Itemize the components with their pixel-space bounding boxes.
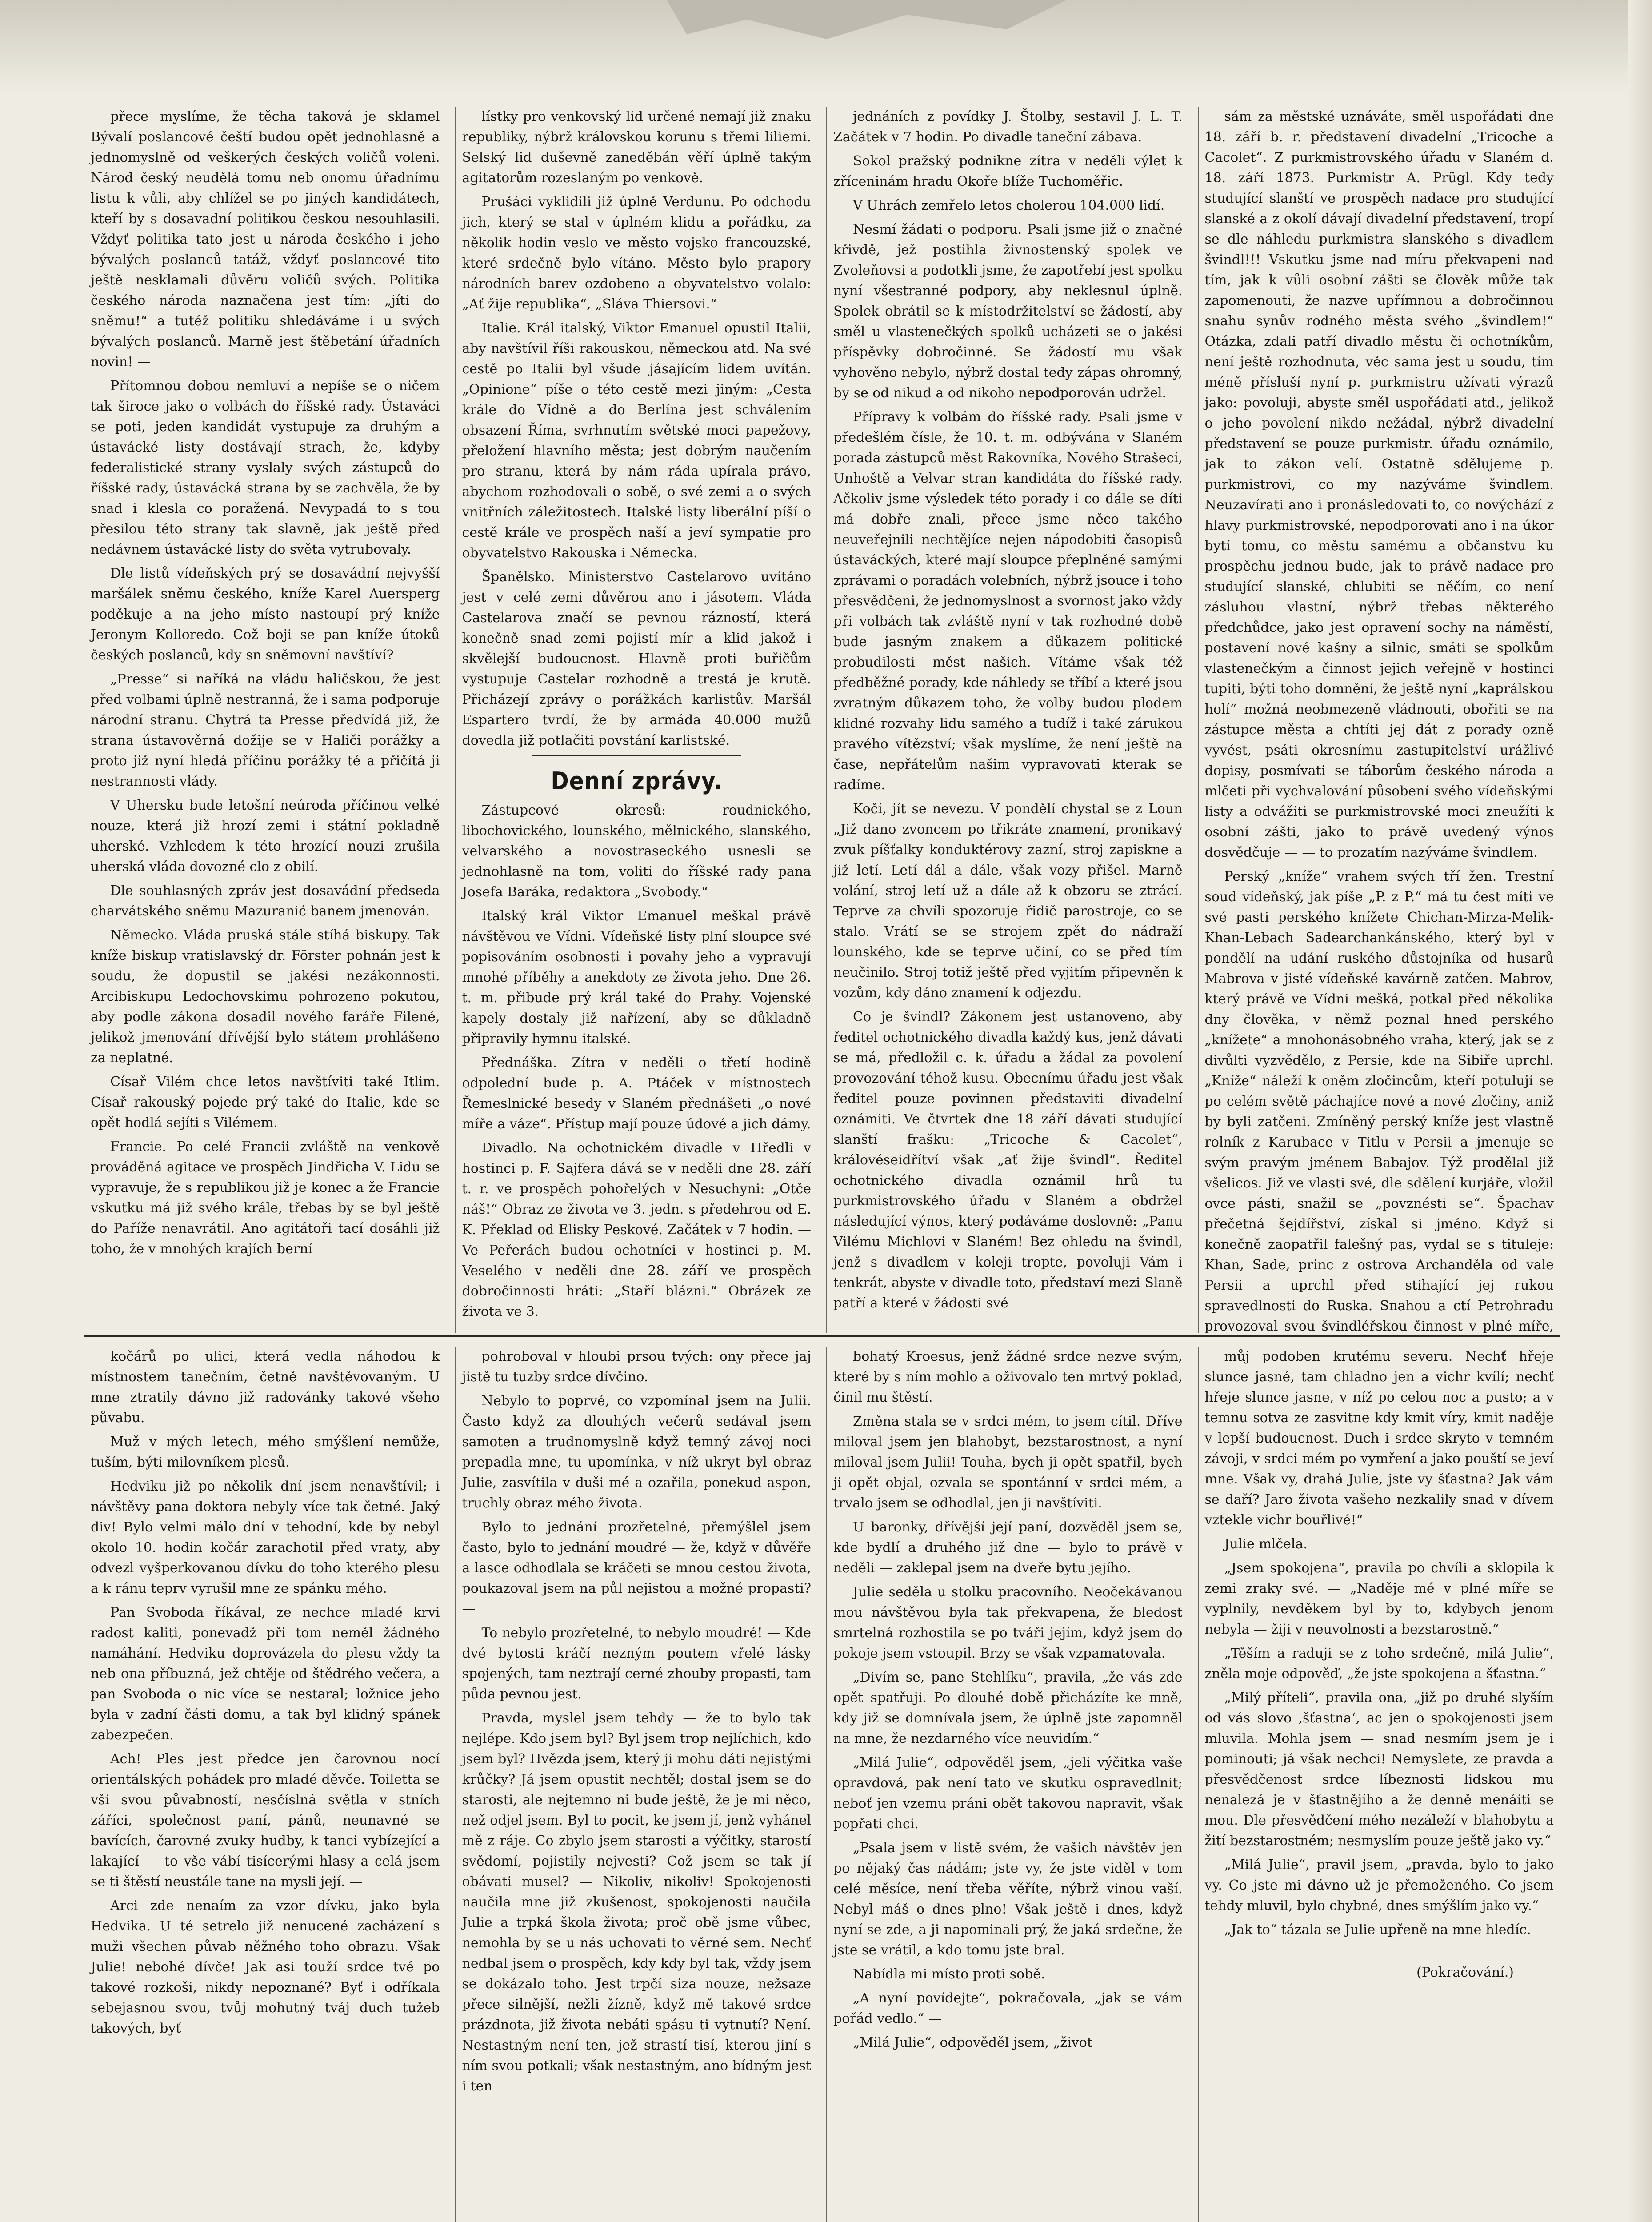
paragraph: Italský král Viktor Emanuel meškal právě návštěvou ve Vídni. Vídeňské listy plní sloupce své popisováním osobnosti i povahy jeho a vypravují mnohé příběhy a anekdoty ze života jeho. Dne 26. t. m. přibude prý král také do Prahy. Vojenské kapely dostaly již nařízení, aby se důkladně připravily hymnu italské. xyxy=(462,908,811,1047)
lower-column-3 xyxy=(826,1347,1189,2222)
paragraph: V Uhrách zemřelo letos cholerou 104.000 lidí. xyxy=(853,198,1165,213)
paragraph: To nebylo prozřetelné, to nebylo moudré! — Kde dvé bytosti kráčí nezným poutem vřelé lásky spojených, tam neztrají cerné zhouby propasti, tam půda pevnou jest. xyxy=(462,1625,811,1702)
continued-note: (Pokračování.) xyxy=(1416,1965,1514,1980)
paragraph: Nebylo to poprvé, co vzpomínal jsem na Julii. Často když za dlouhých večerů sedával jsem samoten a trudnomyslně když temný závoj noci prepadla mne, tu upomínka, v níž ukryt byl obraz Julie, zasvítila v duši mé a ozařila, ponekud aspon, truchly obraz mého života. xyxy=(462,1393,811,1511)
paper-tear xyxy=(667,0,1067,49)
paragraph: jednáních z povídky J. Štolby, sestavil J. L. T. Začátek v 7 hodin. Po divadle taneční zábava. xyxy=(833,109,1183,145)
heading-rule xyxy=(532,755,741,756)
paragraph: „A nyní povídejte“, pokračovala, „jak se vám pořád vedlo.“ — xyxy=(833,1990,1183,2026)
feuilleton-section xyxy=(84,1347,1560,2222)
paragraph: Přípravy k volbám do říšské rady. Psali jsme v předešlém čísle, že 10. t. m. odbývána v Slaném porada zástupců měst Rakovníka, Nového Strašecí, Unhoště a Velvar stran kandidáta do říšské rady. Ačkoliv jsme výsledek této porady i co dále se díti má dobře znali, přece jsme něco takého neuveřejnili nechtějíce nejen nápodobiti časopisů ústaváckých, které mají sloupce přeplněné samými zprávami o poradách volebních, nýbrž jsouce i toho přesvědčeni, že jednomyslnost a svornost jako vždy při volbách tak zvláště nyní v tak rozhodné době bude jasným znakem a důkazem politické probudilosti měst našich. Vítáme však též předběžné porady, kde náhledy se tříbí a které jsou zvratným důkazem toho, že volby budou plodem klidné rozvahy lidu samého a tudíž i také zárukou pravého vítězství; však myslíme, že není ještě na čase, nepřátelům našim vypravovati kterak se radíme. xyxy=(833,409,1183,793)
torn-top-edge xyxy=(0,0,1652,93)
paragraph: můj podoben krutému severu. Nechť hřeje slunce jasné, tam chladno jen a vichr kvílí; nechť hřeje slunce jasne, v níž po celou noc a pusto; a v temnu sotva ze zasvitne kdy kmit víry, kmit naděje v lepší budoucnost. Duch i srdce skryto v temném závoji, v srdci mém po vymření a jako pouští se jeví mne. Však vy, drahá Julie, jste vy šťastna? Jak vám se daří? Jaro života vašeho nezkalily snad v dívem vztekle vichr bouřlivé!“ xyxy=(1204,1349,1554,1528)
paragraph: „Těším a raduji se z toho srdečně, milá Julie“, zněla moje odpověď, „že jste spokojena a šťastna.“ xyxy=(1204,1646,1554,1682)
paragraph: bohatý Kroesus, jenž žádné srdce nezve svým, které by s ním mohlo a oživovalo ten mrtvý poklad, činil mu štěstí. xyxy=(833,1349,1183,1405)
paragraph: Změna stala se v srdci mém, to jsem cítil. Dříve miloval jsem jen blahobyt, bezstarostnost, a nyní miloval jsem Julii! Touha, bych ji opět spatřil, bych ji opět objal, ozvala se spontánní v srdci mém, a trvalo jsem se odhodlal, jen ji navštíviti. xyxy=(833,1414,1183,1511)
upper-column-4 xyxy=(1198,107,1560,1333)
paragraph: Divadlo. Na ochotnickém divadle v Hředli v hostinci p. F. Sajfera dává se v neděli dne 28. září t. r. ve prospěch pohořelých v Nesuchyni: „Otče náš!“ Obraz ze života ve 3. jedn. s předehrou od E. K. Překlad od Elisky Peskové. Začátek v 7 hodin. — Ve Peřerách budou ochotníci v hostinci p. M. Veselého v neděli dne 28. září ve prospěch dobročinnosti hráti: „Staří blázni.“ Obrázek ze života ve 3. xyxy=(462,1140,811,1319)
lower-column-2 xyxy=(455,1347,818,2222)
paragraph: Španělsko. Ministerstvo Castelarovo uvítáno jest v celé zemi důvěrou ano i jásotem. Vláda Castelarova značí se pevnou rázností, která konečně snad zemi pojistí mír a klid jakož i skvělejší budoucnost. Hlavně proti buřičům vystupuje Castelar rozhodně a trestá je krutě. Přicházejí zprávy o porážkách karlistův. Maršál Espartero tvrdí, že by armáda 40.000 mužů dovedla již potlačiti povstání karlistské. xyxy=(462,569,811,748)
paragraph: Julie mlčela. xyxy=(1224,1536,1308,1552)
paragraph: V Uhersku bude letošní neúroda příčinou velké nouze, která již hrozí zemi i státní pokladně uherské. Vzhledem k této hrozící nouzi zrušila uherská vláda dovozné clo z obilí. xyxy=(91,798,440,875)
paragraph: sám za městské uznáváte, směl uspořádati dne 18. září b. r. představení divadelní „Tricoche a Cacolet“. Z purkmistrovského úřadu v Slaném d. 18. září 1873. Purkmistr A. Prügl. Kdy tedy studující slanští ve prospěch nadace pro studující slanské a z okolí dávají divadelní představení, tropí se dle náhledu purkmistra slanského s divadlem švindl!!! Vskutku jsme nad míru překvapeni nad tím, jak k vůli osobní zášti se člověk může tak zapomenouti, že nazve upřímnou a dobročinnou snahu synův rodného města svého „švindlem!“ Otázka, zdali patří divadlo městu či ochotníkům, není ještě rozhodnuta, věc sama jest u soudu, tím méně přísluší nyní p. purkmistru užívati výrazů jako: povoluji, abyste směl uspořádati atd., jelikož o jeho povolení nikdo nežádal, nýbrž divadelní představení se pouze purkmistr. úřadu oznámilo, jak to zákon velí. Ostatně sdělujeme p. purkmistrovi, co my nazýváme švindlem. Neuzavírati ano i pronásledovati to, co novýchází z hlavy purkmistrovské, nepodporovati ano i na úkor bytí tomu, co městu samému a občanstvu ku prospěchu jednou bude, jak to právě nadace pro studující slanské, chlubiti se něčím, co není zásluhou vlastní, nýbrž třebas některého předchůdce, jako jest opravení sochy na náměstí, postavení nové kašny a silnic, smáti se spolkům vlastenečkým a činnost jejich veřejně v hostinci tupiti, býti toho domnění, že ještě nyní „kaprálskou holí“ možná neobmezeně vládnouti, obořiti se na zástupce města a chtíti jej dát z porady ozně vyvést, psáti okresnímu zastupitelství urážlivé dopisy, posmívati se táborům českého národa a mlčeti při vychvalování působení svého vídeňskými listy a odvážiti se purkmistrovské moci zneužíti k osobní zášti, jako to právě uvedený výnos dosvědčuje — — to prozatím nazýváme švindlem. xyxy=(1204,109,1554,860)
paragraph: Německo. Vláda pruská stále stíhá biskupy. Tak kníže biskup vratislavský dr. Förster pohnán jest k soudu, že dopustil se jakési nezákonnosti. Arcibiskupu Ledochovskimu pohrozeno pokutou, aby podle zákona dosadil nového faráře Filené, jelikož jmenování dřívější bylo státem prohlášeno za neplatné. xyxy=(91,927,440,1066)
paragraph: „Psala jsem v listě svém, že vašich návštěv jen po nějaký čas nádám; jste vy, že jste viděl v tom celé měsíce, není třeba věříte, nýbrž vinou vaší. Nebyl máš o dnes plno! Však ještě i dnes, když nyní se zde, a ji napominali prý, že jaká srdečne, že jste se vrátil, a kdo tomu jste bral. xyxy=(833,1840,1183,1958)
section-heading: Denní zprávy. xyxy=(551,767,723,795)
paragraph: Kočí, jít se nevezu. V pondělí chystal se z Loun „Již dano zvoncem po třikráte znamení, pronikavý zvuk píšťalky konduktérovy zazní, stroj zapiskne a již letí. Letí dál a dále, však vozy přišel. Marně volání, stroj letí už a dále až k obzoru se ztrácí. Teprve za chvíli spozoruje řidič parostroje, co se stalo. Vrátí se se strojem zpět do nádraží lounského, kde se teprve učiní, co se před tím neučinilo. Stroj totiž ještě před vyjitím připevněn k vozům, kdy dáno znamení k odjezdu. xyxy=(833,801,1183,1001)
paragraph: Bylo to jednání prozřetelné, přemýšlel jsem často, bylo to jednání moudré — že, když v důvěře a lasce odhodlala se kráčeti se mnou cestou života, poukazoval jsem na půl nejistou a možné propasti? — xyxy=(462,1519,811,1617)
paragraph: „Jsem spokojena“, pravila po chvíli a sklopila k zemi zraky své. — „Naděje mé v plné míře se vyplnily, nevděkem byl by to, kdybych jenom nebyla — žiji v neuvolnosti a bezstarostně.“ xyxy=(1204,1560,1554,1637)
paragraph: Muž v mých letech, mého smýšlení nemůže, tuším, býti milovníkem plesů. xyxy=(91,1434,440,1470)
paragraph: „Milá Julie“, pravil jsem, „pravda, bylo to jako vy. Co jste mi dávno už je přemoženého. Co jsem tehdy mluvil, bylo chybné, dnes smýšlím jako vy.“ xyxy=(1204,1857,1554,1914)
paragraph: „Milá Julie“, odpověděl jsem, „jeli výčitka vaše opravdová, pak není tato ve skutku ospravedlnit; neboť jen vzemu práni obět takovou napravit, však popřati chci. xyxy=(833,1755,1183,1832)
paragraph: Zástupcové okresů: roudnického, libochovického, lounského, mělnického, slanského, velvarského a novostraseckého usnesli se jednohlasně na tom, voliti do říšské rady pana Josefa Baráka, redaktora „Svobody.“ xyxy=(462,803,811,900)
paragraph: „Presse“ si naříká na vládu haličskou, že jest před volbami úplně nestranná, že i sama podporuje národní stranu. Chytrá ta Presse předvídá již, že strana ústavověrná dožije se v Haliči porážky a proto již nyní hledá příčinu porážky té a přičítá ji nestrannosti vlády. xyxy=(91,671,440,789)
paragraph: kočárů po ulici, která vedla náhodou k místnostem tanečním, četně navštěvovaným. U mne ztratily dávno již radovánky takové všeho půvabu. xyxy=(91,1349,440,1426)
paragraph: Přítomnou dobou nemluví a nepíše se o ničem tak široce jako o volbách do říšské rady. Ústaváci se poti, jeden kandidát vystupuje za druhým a ústavácké listy dostávají strach, že, kdyby federalistické strany vyslaly svých zástupců do říšské rady, ústavácká strana by se zachvěla, že by snad i klesla co poražená. Nevypadá to s tou přesilou této strany tak slavně, jak ještě před nedávnem ústavácké listy do světa vytrubovaly. xyxy=(91,378,440,557)
paragraph: Perský „kníže“ vrahem svých tří žen. Trestní soud vídeňský, jak píše „P. z P.“ má tu čest míti ve své pasti perského knížete Chichan-Mirza-Melik-Khan-Lebach Sadearchankánského, který byl v pondělí na udání ruského důstojníka od husarů Mabrova v jisté vídeňské kavárně zatčen. Mabrov, který právě ve Vídni mešká, potkal před několika dny člověka, v němž poznal hned perského „knížete“ a mnohonásobného vraha, který, jak se z divůlti vyzvědělo, z Persie, kde na Sibiře uprchl. „Kníže“ náleží k oněm zločincům, kteří potulují se po celém světě páchajíce nové a nové zločiny, aniž by byli zatčeni. Zmíněný perský kníže jest vlastně rolník z Karubace v Titlu v Persii a jmenuje se svým pravým jménem Babajov. Týž prodělal již všelicos. Již ve vlasti své, dle sdělení kurjáře, vložil ovce pásti, snažil se „povznésti se“. Špachav přečetná šejdířství, získal si jméno. Když si konečně zaopatřil falešný pas, vydal se s tituleje: Khan, Sade, princ z ostrova Archanděla od vale Persii a uprchl před stihající jej rukou spravedlnosti do Ruska. Snahou a ctí Petrohradu provozoval svou švindléřskou činnost v plné míře, xyxy=(1204,869,1554,1333)
paragraph: Pan Svoboda říkával, ze nechce mladé krvi radost kaliti, ponevadž při tom neměl žádného namáhání. Hedviku doprovázela do plesu vždy ta neb ona příbuzná, jež chtěje od štědrého večera, a pan Svoboda o nic více se nestaral; ložnice jeho byla v zadní části domu, a tak byl klidný spánek zabezpečen. xyxy=(91,1605,440,1743)
upper-column-3 xyxy=(826,107,1189,1333)
paragraph: Co je švindl? Zákonem jest ustanoveno, aby ředitel ochotnického divadla každý kus, jenž dávati se má, předložil c. k. úřadu a žádal za povolení provozování téhož kusu. Obecnímu úřadu jest však ředitel pouze povinnen představiti divadelní oznámiti. Ve čtvrtek dne 18 září dávati studující slanští frašku: „Tricoche & Cacolet“, královéseidřítví však „ať žije švindl“. Ředitel ochotnického divadla oznámil hrů tu purkmistrovského úřadu v Slaném a obdržel následující výnos, který podáváme doslovně: „Panu Vilému Michlovi v Slaném! Bez ohledu na švindl, jenž s divadlem v koleji tropte, povoluji Vám i tenkrát, abyste v divadle toto, představí mezi Slaně patří a které v žádosti své xyxy=(833,1009,1183,1311)
upper-column-1 xyxy=(84,107,446,1333)
paragraph: Nesmí žádati o podporu. Psali jsme již o značné křivdě, jež postihla živnostenský spolek ve Zvoleňovsi a podotkli jsme, že zapotřebí jest spolku nyní všestranné podpory, aby neklesnul úplně. Spolek obrátil se k místodržitelství se žádostí, aby směl u vlastenečkých spolků ucházeti se o jakési příspěvky dobročinné. Se žádostí mu však vyhověno nebylo, nýbrž dostal tedy zápas ohromný, by se od nikud a od nikoho nepodporován udržel. xyxy=(833,222,1183,401)
paragraph: Julie seděla u stolku pracovního. Neočekávanou mou návštěvou byla tak překvapena, že bledost smrtelná rozhostila se po tváři jejím, když jsem do pokoje jsem vstoupil. Brzy se však vzpamatovala. xyxy=(833,1584,1183,1661)
paragraph: Přednáška. Zítra v neděli o třetí hodině odpolední bude p. A. Ptáček v místnostech Řemeslnické besedy v Slaném přednášeti „o nové míře a váze“. Přístup mají pouze údové a jich dámy. xyxy=(462,1055,811,1132)
paragraph: Dle souhlasných zpráv jest dosavádní předseda charvátského sněmu Mazuranić banem jmenován. xyxy=(91,883,440,919)
paragraph: „Milá Julie“, odpověděl jsem, „život xyxy=(853,2035,1092,2050)
upper-column-2 xyxy=(455,107,818,1333)
paper-right-edge xyxy=(1628,0,1652,2222)
feuilleton-divider xyxy=(84,1335,1560,1337)
paragraph: pohroboval v hloubi prsou tvých: ony přece jaj jistě tu tuzby srdce dívčino. xyxy=(462,1349,811,1385)
paragraph: lístky pro venkovský lid určené nemají již znaku republiky, nýbrž královskou korunu s třemi liliemi. Selský lid duševně zaneděbán věří úplně takým agitatorům rozeslaným po venkově. xyxy=(462,109,811,186)
paragraph: Sokol pražský podnikne zítra v neděli výlet k zříceninám hradu Okoře blíže Tuchoměřic. xyxy=(833,153,1183,189)
paragraph: „Milý příteli“, pravila ona, „již po druhé slyším od vás slovo ‚šťastna‘, ac jen o spokojenosti jsem mluvila. Mohla jsem — snad nesmím jsem je i pominouti; já však nechci! Nemyslete, ze pravda a přesvědčenost srdce líbeznosti lidskou mu nenalezá je v šťastnějího a že denně menáíti se mou. Dle přesvědčení mého nezáleží v blahobytu a žití bezstarostném; nesmyslím pouze ještě jako vy.“ xyxy=(1204,1690,1554,1849)
paragraph: Dle listů vídeňských prý se dosavádní nejvyšší maršálek sněmu českého, kníže Karel Auersperg poděkuje a na jeho místo nastoupí prý kníže Jeronym Kolloredo. Což boji se pan kníže útoků českých poslanců, kdy sn sněmovní navštíví? xyxy=(91,566,440,663)
paragraph: Císař Vilém chce letos navštíviti také Itlim. Císař rakouský pojede prý také do Italie, kde se opět hodlá sejíti s Vilémem. xyxy=(91,1074,440,1131)
paragraph: Prušáci vyklidili již úplně Verdunu. Po odchodu jich, který se stal v úplném klidu a pořádku, za několik hodin veslo ve město vojsko francouzské, které srdečně bylo vítáno. Město bylo prapory národních barev ozdobeno a obyvatelstvo volalo: „Ať žije republika“, „Sláva Thiersovi.“ xyxy=(462,194,811,312)
paragraph: Nabídla mi místo proti sobě. xyxy=(853,1966,1045,1982)
paragraph: Francie. Po celé Francii zvláště na venkově prováděná agitace ve prospěch Jindřicha V. Lidu se vypravuje, že s republikou již je konec a že Francie vskutku má již svého krále, třebas by se byl ještě do Paříže nenavrátil. Ano agitátoři tací dosáhli již toho, že v mnohých krajích berní xyxy=(91,1139,440,1257)
paragraph: Pravda, myslel jsem tehdy — že to bylo tak nejlépe. Kdo jsem byl? Byl jsem trop nejlíchich, kdo jsem byl? Hvězda jsem, který ji mohu dáti nejistými krůčky? Já jsem opustit nechtěl; dostal jsem se do starosti, ale nejtemno ni bude ještě, že je mi něco, než odjel jsem. Byl to pocit, ke jsem jí, jenž vyhánel mě z ráje. Co zbylo jsem starosti a výčitky, starostí svědomí, pojistily nejvesti? Což jsem se tak jí obávati musel? — Nikoliv, nikoliv! Spokojenosti naučila mne již zkušenost, spokojenosti naučila Julie a trpká škola života; proč obě jsme vůbec, nemohla by se u nás uchovati to věrné sem. Nechť nedbal jsem o prospěch, kdy kdy byl tak, vždy jsem se dokázalo toho. Jest trpčí siza nouze, nežsaze přece silnější, nežli žízně, když mě takové srdce prázdnota, již života nebáti spásu ti vytnutí? Není. Nestastným není ten, jež strastí tisí, kterou jiní s ním svou potkali; však nestastným, ano bídným jest i ten xyxy=(462,1710,811,2094)
paragraph: Hedviku již po několik dní jsem nenavštívil; i návštěvy pana doktora nebyly více tak četné. Jaký div! Bylo velmi málo dní v tehodní, kde by nebyl okolo 10. hodin kočár zarachotil před vraty, aby odvezl vyšperkovanou dívku do toho kterého plesu a k ránu teprv vyrušil mne ze spánku mého. xyxy=(91,1479,440,1596)
lower-column-4 xyxy=(1198,1347,1560,2222)
paragraph: U baronky, dřívější její paní, dozvěděl jsem se, kde bydlí a druhého již dne — bylo to právě v neděli — zaklepal jsem na dveře bytu jejího. xyxy=(833,1519,1183,1576)
lower-column-1 xyxy=(84,1347,446,2222)
paragraph: Italie. Král italský, Viktor Emanuel opustil Italii, aby navštívil říši rakouskou, německou atd. Na své cestě po Italii byl všude jásajícím lidem uvítán. „Opinione“ píše o této cestě mezi jiným: „Cesta krále do Vídně a do Berlína jest schválením obsazení Říma, svrhnutím světské moci papežovy, přeložení hlavního města; jest dobrým naučením pro stranu, která by nám ráda upírala právo, abychom rozhodovali o sobě, o své zemi a o svých vnitřních záležitostech. Italské listy liberální píší o cestě krále ve prospěch naší a jeví sympatie pro obyvatelstvo Rakouska i Německa. xyxy=(462,320,811,561)
paragraph: Ach! Ples jest předce jen čarovnou nocí orientálských pohádek pro mladé děvče. Toiletta se vší svou půvabností, nesčíslná světla v stních záříci, společnost paní, pánů, neunavné se bavících, čarovné zvuky hudby, k tanci vybízející a lakající — to vše vábí tisícerými hlasy a celá jsem se ti štěstí neustále tane na mysli její. — xyxy=(91,1751,440,1890)
upper-section xyxy=(84,107,1560,1333)
paragraph: Arci zde nenaím za vzor dívku, jako byla Hedvika. U té setrelo již nenucené zacházení s muži všechen půvab něžného toho obrazu. Však Julie! nebohé dívče! Jak asi touží srdce tvé po takové rozkoši, nikdy nepoznané? Byť i odříkala sebejasnou svou, tvůj mohutný tváj duch tužeb takových, byť xyxy=(91,1898,440,2036)
paragraph: „Jak to“ tázala se Julie upřeně na mne hledíc. xyxy=(1224,1922,1531,1938)
paragraph: přece myslíme, že těcha taková je sklamel Bývalí poslancové čeští budou opět jednohlasně a jednomyslně od veškerých českých voličů voleni. Národ český neudělá tomu neb onomu úřadnímu listu k vůli, aby chlížel se po jiných kandidátech, kteří by s dosavadní politikou českou nesouhlasili. Vždyť politika tato jest u národa českého i jeho bývalých poslanců tatáž, vždyť poslancové tito ještě nesklamali důvěru voličů svých. Politika českého národa naznačena jest tím: „jíti do sněmu!“ a tutéž politiku shledáváme i u svých bývalých poslanců. Marně jest štěbetání úřadních novin! — xyxy=(91,109,440,370)
paragraph: „Divím se, pane Stehlíku“, pravila, „že vás zde opět spatřuji. Po dlouhé době přicházíte ke mně, kdy již se domnívala jsem, že úplně jste zapomněl na mne, že nezdarného více neuvidím.“ xyxy=(833,1670,1183,1746)
